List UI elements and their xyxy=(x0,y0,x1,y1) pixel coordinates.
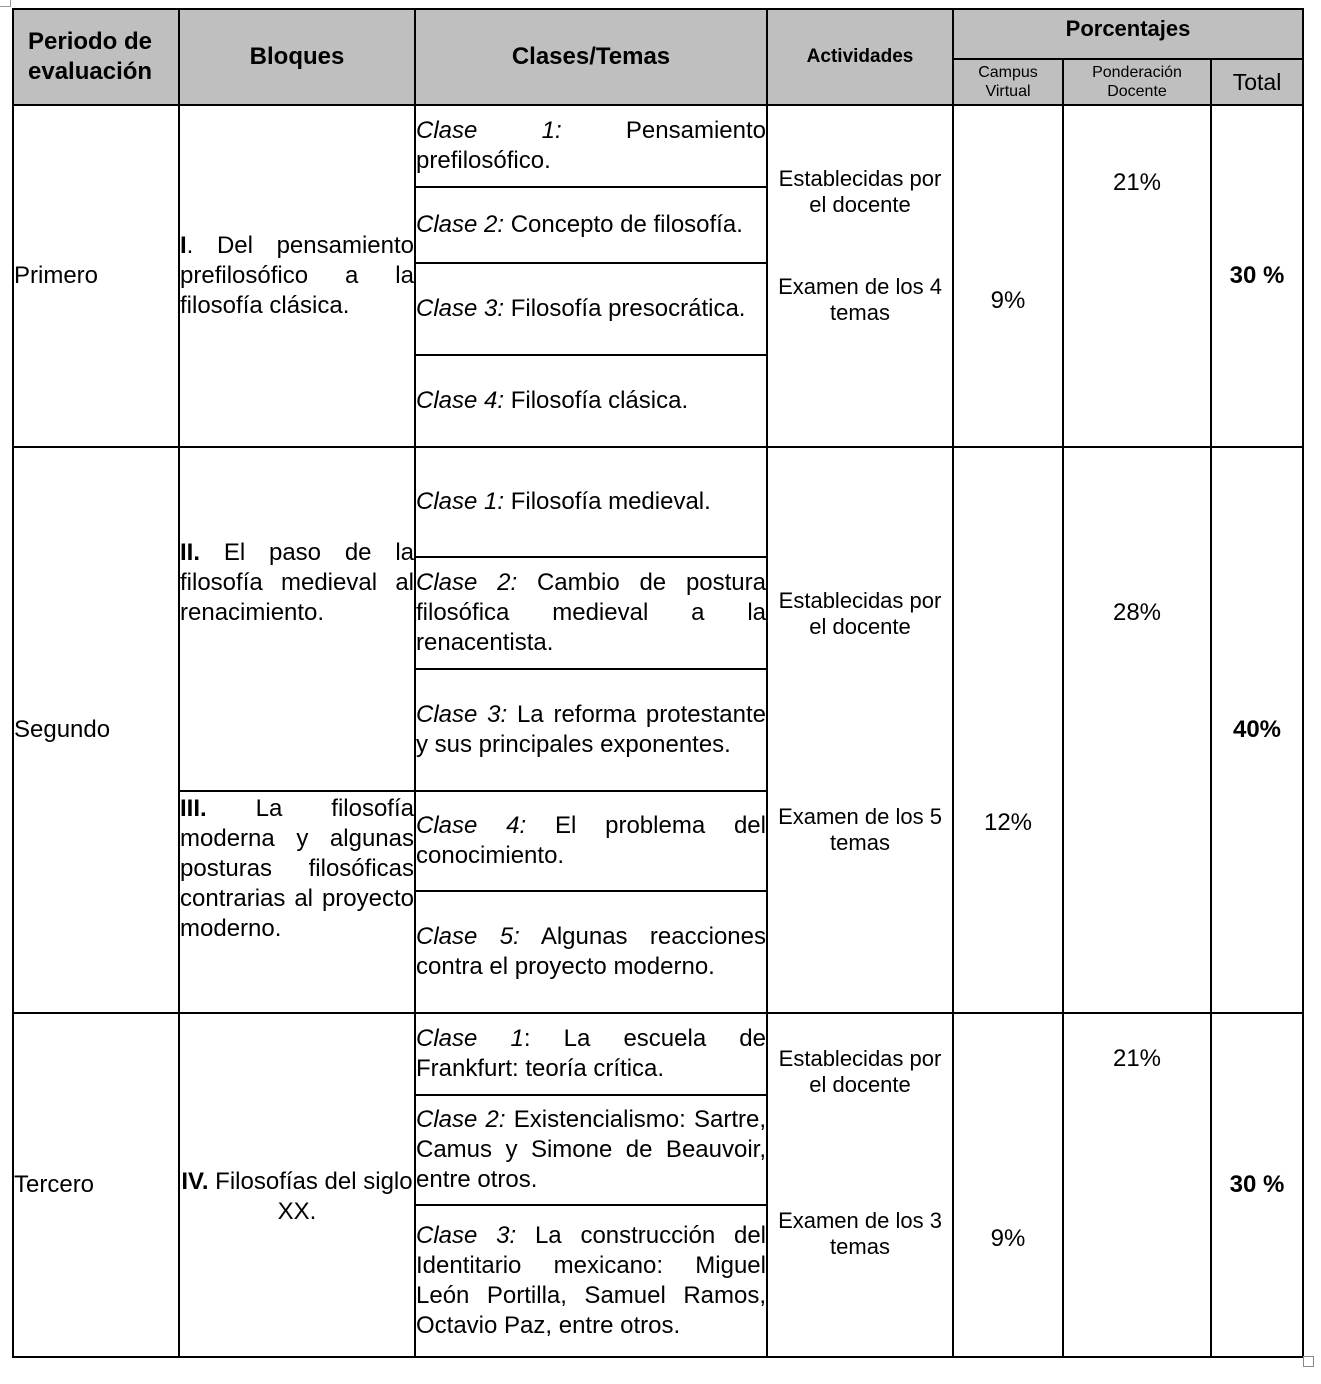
table-resize-handle[interactable] xyxy=(1303,1356,1314,1367)
clase-cell xyxy=(415,105,767,187)
actividades-cell xyxy=(767,447,953,1013)
actividades-cell xyxy=(767,1013,953,1357)
bloque-number: IV. xyxy=(181,1168,209,1195)
header-porcentajes: Porcentajes xyxy=(953,9,1303,59)
clase-label: Clase 2: xyxy=(416,569,518,596)
bloque-title: El paso de la filosofía medieval al renacimiento. xyxy=(180,539,414,626)
clase-label: Clase 1: xyxy=(416,488,505,515)
period-name: Primero xyxy=(13,105,179,447)
period-name: Segundo xyxy=(13,447,179,1013)
clase-label: Clase 2: xyxy=(416,1106,506,1133)
clase-cell xyxy=(415,791,767,891)
clase-label: Clase 1 xyxy=(416,1025,524,1052)
clase-text: Algunas reacciones contra el proyecto moderno. xyxy=(416,923,766,980)
clase-text: La construcción del Identitario mexicano: Miguel León Portilla, Samuel Ramos, Octavio Paz, entre otros. xyxy=(416,1222,766,1339)
bloque-cell xyxy=(179,791,415,1013)
clase-text: Filosofía medieval. xyxy=(504,488,711,515)
clase-text: : La escuela de Frankfurt: teoría crítica. xyxy=(416,1025,766,1082)
total-value: 40% xyxy=(1211,447,1303,1013)
header-periodo: Periodo de evaluación xyxy=(13,9,179,105)
header-total: Total xyxy=(1211,59,1303,105)
actividad-establecidas: Establecidas por el docente xyxy=(778,166,942,217)
clase-text: Filosofía clásica. xyxy=(504,387,689,414)
clase-label: Clase 5: xyxy=(416,923,520,950)
bloque-cell xyxy=(179,447,415,791)
actividad-establecidas: Establecidas por el docente xyxy=(778,1046,942,1097)
clase-cell xyxy=(415,1013,767,1095)
ponderacion-value: 28% xyxy=(1112,599,1162,626)
clase-label: Clase 4: xyxy=(416,812,527,839)
header-campus-virtual: Campus Virtual xyxy=(953,59,1063,105)
total-value: 30 % xyxy=(1211,105,1303,447)
ponderacion-cell xyxy=(1063,1013,1211,1357)
bloque-number: I xyxy=(180,232,187,259)
campus-virtual-cell xyxy=(953,447,1063,1013)
clase-cell xyxy=(415,447,767,557)
actividad-establecidas: Establecidas por el docente xyxy=(778,588,942,639)
campus-virtual-cell xyxy=(953,1013,1063,1357)
clase-cell xyxy=(415,1095,767,1205)
header-bloques: Bloques xyxy=(179,9,415,105)
ponderacion-value: 21% xyxy=(1112,169,1162,196)
bloque-cell xyxy=(179,105,415,447)
bloque-title: La filosofía moderna y algunas posturas filosóficas contrarias al proyecto moderno. xyxy=(180,795,414,942)
clase-label: Clase 3: xyxy=(416,1222,517,1249)
period-name: Tercero xyxy=(13,1013,179,1357)
clase-text: Cambio de postura filosófica medieval a la renacentista. xyxy=(416,569,766,656)
clase-cell xyxy=(415,669,767,791)
clase-label: Clase 4: xyxy=(416,387,505,414)
header-ponderacion-docente: Ponderación Docente xyxy=(1063,59,1211,105)
clase-text: El problema del conocimiento. xyxy=(416,812,766,869)
clase-text: Filosofía presocrática. xyxy=(504,295,746,322)
campus-virtual-value: 9% xyxy=(990,1225,1026,1252)
actividades-cell xyxy=(767,105,953,447)
campus-virtual-value: 9% xyxy=(990,287,1026,314)
clase-label: Clase 3: xyxy=(416,701,508,728)
bloque-number: II. xyxy=(180,539,201,566)
total-value: 30 % xyxy=(1211,1013,1303,1357)
evaluation-table xyxy=(12,8,1304,1358)
bloque-title: . Del pensamiento prefilosófico a la filosofía clásica. xyxy=(180,232,414,319)
clase-label: Clase 2: xyxy=(416,211,505,238)
actividad-examen: Examen de los 5 temas xyxy=(778,804,942,855)
clase-cell xyxy=(415,1205,767,1357)
clase-text: Existencialismo: Sartre, Camus y Simone de Beauvoir, entre otros. xyxy=(416,1106,766,1193)
bloque-number: III. xyxy=(180,795,207,822)
page-corner-mark xyxy=(0,0,11,7)
header-actividades: Actividades xyxy=(767,9,953,105)
bloque-cell xyxy=(179,1013,415,1357)
clase-text: Pensamiento prefilosófico. xyxy=(416,117,766,174)
clase-cell xyxy=(415,263,767,355)
ponderacion-value: 21% xyxy=(1112,1045,1162,1072)
clase-label: Clase 1: xyxy=(416,117,562,144)
header-clases: Clases/Temas xyxy=(415,9,767,105)
clase-text: Concepto de filosofía. xyxy=(504,211,743,238)
campus-virtual-value: 12% xyxy=(983,809,1033,836)
clase-cell xyxy=(415,557,767,669)
ponderacion-cell xyxy=(1063,105,1211,447)
clase-cell xyxy=(415,891,767,1013)
clase-cell xyxy=(415,355,767,447)
clase-cell xyxy=(415,187,767,263)
actividad-examen: Examen de los 3 temas xyxy=(778,1208,942,1259)
clase-text: La reforma protestante y sus principales exponentes. xyxy=(416,701,767,758)
campus-virtual-cell xyxy=(953,105,1063,447)
ponderacion-cell xyxy=(1063,447,1211,1013)
bloque-title: Filosofías del siglo XX. xyxy=(208,1168,413,1225)
clase-label: Clase 3: xyxy=(416,295,505,322)
actividad-examen: Examen de los 4 temas xyxy=(778,274,942,325)
